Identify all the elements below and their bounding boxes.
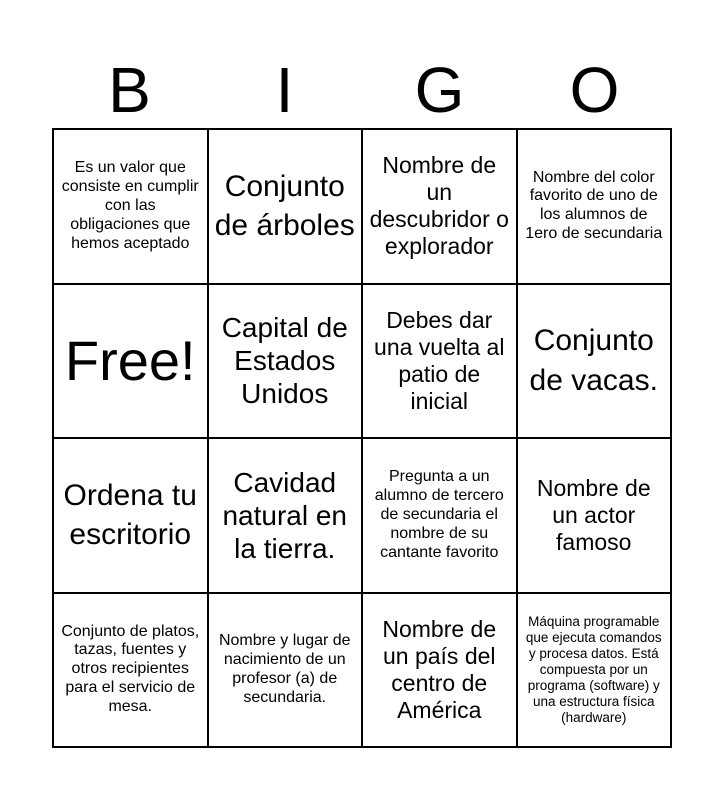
bingo-cell[interactable]: Cavidad natural en la tierra. <box>208 438 363 593</box>
free-space-cell[interactable]: Free! <box>53 284 208 439</box>
header-letter-g: G <box>414 54 465 126</box>
bingo-cell[interactable]: Conjunto de árboles <box>208 129 363 284</box>
bingo-header <box>52 52 672 128</box>
bingo-cell[interactable]: Es un valor que consiste en cumplir con las obligaciones que hemos aceptado <box>53 129 208 284</box>
bingo-cell[interactable]: Máquina programable que ejecuta comandos y procesa datos. Está compuesta por un programa (software) y una estructura física (hardware) <box>517 593 672 748</box>
header-letter-i: I <box>275 54 294 126</box>
header-letter-b: B <box>108 54 151 126</box>
bingo-cell[interactable]: Nombre del color favorito de uno de los alumnos de 1ero de secundaria <box>517 129 672 284</box>
bingo-cell[interactable]: Nombre de un país del centro de América <box>362 593 517 748</box>
bingo-card-grid <box>52 128 672 748</box>
bingo-cell[interactable]: Nombre y lugar de nacimiento de un profesor (a) de secundaria. <box>208 593 363 748</box>
bingo-cell[interactable]: Debes dar una vuelta al patio de inicial <box>362 284 517 439</box>
bingo-cell[interactable]: Nombre de un descubridor o explorador <box>362 129 517 284</box>
bingo-cell[interactable]: Capital de Estados Unidos <box>208 284 363 439</box>
bingo-cell[interactable]: Conjunto de platos, tazas, fuentes y otros recipientes para el servicio de mesa. <box>53 593 208 748</box>
bingo-cell[interactable]: Ordena tu escritorio <box>53 438 208 593</box>
bingo-cell[interactable]: Conjunto de vacas. <box>517 284 672 439</box>
bingo-cell[interactable]: Pregunta a un alumno de tercero de secundaria el nombre de su cantante favorito <box>362 438 517 593</box>
bingo-cell[interactable]: Nombre de un actor famoso <box>517 438 672 593</box>
header-letter-o: O <box>569 54 620 126</box>
